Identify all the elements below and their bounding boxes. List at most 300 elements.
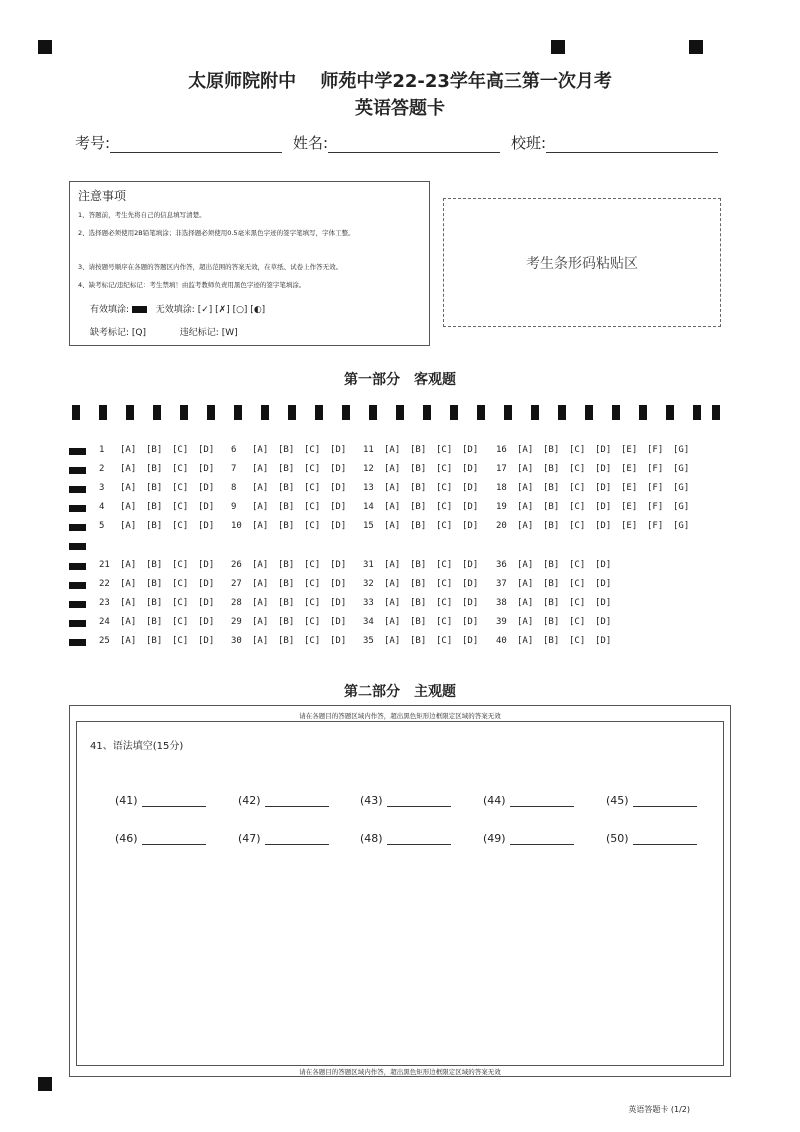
answer-option-bubble[interactable]: [A] xyxy=(120,617,137,627)
answer-option-bubble[interactable]: [A] xyxy=(517,636,534,646)
answer-option-bubble[interactable]: [F] xyxy=(647,464,664,474)
answer-option-bubble[interactable]: [A] xyxy=(517,521,534,531)
part2-title: 第二部分 主观题 xyxy=(344,684,456,700)
mark-row xyxy=(90,325,238,338)
answer-option-bubble[interactable]: [A] xyxy=(120,579,137,589)
answer-option-bubble[interactable]: [C] xyxy=(304,617,321,627)
answer-option-bubble[interactable]: [D] xyxy=(198,579,215,589)
answer-option-bubble[interactable]: [D] xyxy=(330,521,347,531)
answer-option-bubble[interactable]: [A] xyxy=(517,579,534,589)
barcode-label: 考生条形码粘贴区 xyxy=(526,255,638,272)
answer-option-bubble[interactable]: [D] xyxy=(462,483,479,493)
answer-option-bubble[interactable]: [B] xyxy=(278,560,295,570)
answer-option-bubble[interactable]: [B] xyxy=(410,617,427,627)
grammar-blank[interactable] xyxy=(606,832,697,845)
absent-label: 缺考标记: xyxy=(90,328,130,338)
question-number: 35 xyxy=(363,636,374,646)
question-number: 37 xyxy=(496,579,507,589)
answer-option-bubble[interactable]: [C] xyxy=(436,521,453,531)
exam-no-field[interactable] xyxy=(75,132,282,153)
answer-option-bubble[interactable]: [D] xyxy=(462,560,479,570)
answer-option-bubble[interactable]: [D] xyxy=(462,636,479,646)
blank-number: (46) xyxy=(115,832,138,845)
question-number: 38 xyxy=(496,598,507,608)
grammar-blank[interactable] xyxy=(483,794,574,807)
answer-option-bubble[interactable]: [C] xyxy=(304,483,321,493)
timing-mark xyxy=(450,405,458,420)
question-number: 10 xyxy=(231,521,242,531)
timing-mark xyxy=(693,405,701,420)
blank-number: (44) xyxy=(483,794,506,807)
answer-option-bubble[interactable]: [A] xyxy=(384,502,401,512)
blank-number: (50) xyxy=(606,832,629,845)
answer-option-bubble[interactable]: [G] xyxy=(673,445,690,455)
blank-line[interactable] xyxy=(142,796,206,807)
answer-option-bubble[interactable]: [A] xyxy=(120,502,137,512)
answer-option-bubble[interactable]: [D] xyxy=(462,579,479,589)
answer-option-bubble[interactable]: [C] xyxy=(569,636,586,646)
question-number: 5 xyxy=(99,521,105,531)
answer-option-bubble[interactable]: [B] xyxy=(278,445,295,455)
answer-option-bubble[interactable]: [A] xyxy=(252,579,269,589)
class-label: 校班: xyxy=(511,134,547,152)
answer-area-inner[interactable] xyxy=(76,721,724,1066)
answer-option-bubble[interactable]: [B] xyxy=(146,502,163,512)
answer-option-bubble[interactable]: [B] xyxy=(410,579,427,589)
answer-area-note-top: 请在各题目的答题区域内作答，超出黑色矩形边框限定区域的答案无效 xyxy=(299,712,501,720)
answer-option-bubble[interactable]: [B] xyxy=(146,617,163,627)
answer-option-bubble[interactable]: [B] xyxy=(410,502,427,512)
name-field[interactable] xyxy=(293,132,500,153)
answer-option-bubble[interactable]: [D] xyxy=(462,598,479,608)
answer-option-bubble[interactable]: [A] xyxy=(252,521,269,531)
question-number: 29 xyxy=(231,617,242,627)
question-number: 12 xyxy=(363,464,374,474)
answer-option-bubble[interactable]: [A] xyxy=(517,617,534,627)
answer-option-bubble[interactable]: [A] xyxy=(120,636,137,646)
question-number: 1 xyxy=(99,445,105,455)
violation-box[interactable]: [W] xyxy=(221,328,238,338)
grammar-blank[interactable] xyxy=(360,832,451,845)
fill-example-row xyxy=(90,302,265,315)
answer-option-bubble[interactable]: [E] xyxy=(621,445,638,455)
answer-option-bubble[interactable]: [E] xyxy=(621,502,638,512)
answer-option-bubble[interactable]: [D] xyxy=(330,502,347,512)
answer-option-bubble[interactable]: [C] xyxy=(436,502,453,512)
answer-option-bubble[interactable]: [D] xyxy=(198,560,215,570)
answer-option-bubble[interactable]: [C] xyxy=(172,617,189,627)
answer-option-bubble[interactable]: [G] xyxy=(673,483,690,493)
answer-option-bubble[interactable]: [B] xyxy=(278,617,295,627)
grammar-blank[interactable] xyxy=(606,794,697,807)
answer-option-bubble[interactable]: [D] xyxy=(462,521,479,531)
page-subtitle: 英语答题卡 xyxy=(355,98,445,119)
answer-option-bubble[interactable]: [B] xyxy=(543,617,560,627)
answer-option-bubble[interactable]: [D] xyxy=(595,445,612,455)
notice-item: 4、缺考标记/违纪标记：考生禁填！由监考教师负责用黑色字迹的签字笔填涂。 xyxy=(78,281,306,289)
question-number: 3 xyxy=(99,483,105,493)
answer-option-bubble[interactable]: [C] xyxy=(304,636,321,646)
answer-option-bubble[interactable]: [C] xyxy=(569,560,586,570)
question-number: 16 xyxy=(496,445,507,455)
answer-option-bubble[interactable]: [B] xyxy=(410,445,427,455)
violation-label: 违纪标记: xyxy=(179,328,219,338)
row-mark xyxy=(69,582,86,589)
answer-option-bubble[interactable]: [A] xyxy=(120,560,137,570)
answer-option-bubble[interactable]: [D] xyxy=(595,579,612,589)
answer-option-bubble[interactable]: [B] xyxy=(146,560,163,570)
answer-option-bubble[interactable]: [C] xyxy=(172,464,189,474)
question-number: 17 xyxy=(496,464,507,474)
answer-option-bubble[interactable]: [C] xyxy=(436,636,453,646)
answer-option-bubble[interactable]: [C] xyxy=(172,560,189,570)
blank-line[interactable] xyxy=(387,796,451,807)
page-title: 太原师院附中 师苑中学22-23学年高三第一次月考 xyxy=(188,71,612,92)
question-number: 24 xyxy=(99,617,110,627)
answer-option-bubble[interactable]: [C] xyxy=(172,579,189,589)
answer-option-bubble[interactable]: [D] xyxy=(330,617,347,627)
answer-option-bubble[interactable]: [C] xyxy=(172,483,189,493)
blank-line[interactable] xyxy=(633,834,697,845)
answer-option-bubble[interactable]: [D] xyxy=(330,598,347,608)
question-number: 39 xyxy=(496,617,507,627)
valid-fill-sample xyxy=(132,306,147,313)
answer-option-bubble[interactable]: [C] xyxy=(569,483,586,493)
notice-item: 2、选择题必须使用2B铅笔填涂；非选择题必须使用0.5毫米黑色字迹的签字笔填写，字体工整。 xyxy=(78,229,355,237)
blank-number: (41) xyxy=(115,794,138,807)
answer-option-bubble[interactable]: [B] xyxy=(410,560,427,570)
answer-option-bubble[interactable]: [E] xyxy=(621,521,638,531)
blank-number: (48) xyxy=(360,832,383,845)
timing-mark xyxy=(666,405,674,420)
answer-option-bubble[interactable]: [B] xyxy=(543,598,560,608)
answer-option-bubble[interactable]: [C] xyxy=(436,579,453,589)
answer-option-bubble[interactable]: [B] xyxy=(543,521,560,531)
timing-mark xyxy=(396,405,404,420)
timing-mark xyxy=(504,405,512,420)
answer-option-bubble[interactable]: [C] xyxy=(436,464,453,474)
answer-option-bubble[interactable]: [B] xyxy=(543,464,560,474)
answer-option-bubble[interactable]: [B] xyxy=(543,502,560,512)
timing-mark xyxy=(99,405,107,420)
answer-option-bubble[interactable]: [A] xyxy=(384,636,401,646)
question-number: 8 xyxy=(231,483,237,493)
answer-option-bubble[interactable]: [D] xyxy=(595,464,612,474)
timing-mark xyxy=(477,405,485,420)
answer-option-bubble[interactable]: [A] xyxy=(252,502,269,512)
answer-option-bubble[interactable]: [A] xyxy=(252,560,269,570)
question-41-label: 41、语法填空(15分) xyxy=(90,741,184,752)
page-footer: 英语答题卡 (1/2) xyxy=(628,1105,690,1114)
answer-option-bubble[interactable]: [G] xyxy=(673,464,690,474)
answer-option-bubble[interactable]: [D] xyxy=(198,445,215,455)
answer-option-bubble[interactable]: [D] xyxy=(330,483,347,493)
answer-option-bubble[interactable]: [A] xyxy=(384,521,401,531)
absent-box[interactable]: [Q] xyxy=(131,328,147,338)
exam-no-input[interactable] xyxy=(110,136,282,153)
answer-option-bubble[interactable]: [D] xyxy=(595,636,612,646)
row-mark xyxy=(69,601,86,608)
question-number: 30 xyxy=(231,636,242,646)
row-mark xyxy=(69,448,86,455)
blank-number: (45) xyxy=(606,794,629,807)
question-number: 2 xyxy=(99,464,105,474)
answer-option-bubble[interactable]: [D] xyxy=(462,502,479,512)
answer-option-bubble[interactable]: [D] xyxy=(198,483,215,493)
answer-option-bubble[interactable]: [A] xyxy=(120,445,137,455)
valid-fill-label: 有效填涂: xyxy=(90,305,130,315)
answer-option-bubble[interactable]: [C] xyxy=(172,521,189,531)
row-mark xyxy=(69,486,86,493)
question-number: 20 xyxy=(496,521,507,531)
answer-option-bubble[interactable]: [D] xyxy=(198,464,215,474)
answer-option-bubble[interactable]: [B] xyxy=(543,579,560,589)
exam-no-label: 考号: xyxy=(75,134,111,152)
question-number: 27 xyxy=(231,579,242,589)
answer-option-bubble[interactable]: [A] xyxy=(384,617,401,627)
answer-option-bubble[interactable]: [B] xyxy=(278,579,295,589)
answer-option-bubble[interactable]: [C] xyxy=(436,560,453,570)
timing-mark xyxy=(369,405,377,420)
answer-option-bubble[interactable]: [F] xyxy=(647,521,664,531)
answer-option-bubble[interactable]: [D] xyxy=(462,464,479,474)
answer-option-bubble[interactable]: [B] xyxy=(146,483,163,493)
notice-box xyxy=(69,181,430,346)
timing-mark xyxy=(531,405,539,420)
answer-option-bubble[interactable]: [D] xyxy=(330,636,347,646)
answer-option-bubble[interactable]: [A] xyxy=(384,483,401,493)
blank-number: (47) xyxy=(238,832,261,845)
timing-mark xyxy=(72,405,80,420)
answer-option-bubble[interactable]: [B] xyxy=(410,464,427,474)
timing-mark xyxy=(288,405,296,420)
student-info-row xyxy=(75,132,725,154)
blank-line[interactable] xyxy=(265,834,329,845)
answer-option-bubble[interactable]: [D] xyxy=(198,502,215,512)
answer-option-bubble[interactable]: [D] xyxy=(595,598,612,608)
question-number: 22 xyxy=(99,579,110,589)
answer-option-bubble[interactable]: [F] xyxy=(647,445,664,455)
answer-option-bubble[interactable]: [D] xyxy=(330,579,347,589)
answer-option-bubble[interactable]: [C] xyxy=(304,521,321,531)
answer-option-bubble[interactable]: [D] xyxy=(462,445,479,455)
timing-mark xyxy=(342,405,350,420)
answer-option-bubble[interactable]: [C] xyxy=(304,560,321,570)
answer-option-bubble[interactable]: [A] xyxy=(517,483,534,493)
answer-option-bubble[interactable]: [C] xyxy=(569,521,586,531)
answer-option-bubble[interactable]: [D] xyxy=(198,636,215,646)
answer-option-bubble[interactable]: [B] xyxy=(543,483,560,493)
answer-option-bubble[interactable]: [C] xyxy=(172,502,189,512)
timing-mark xyxy=(712,405,720,420)
answer-option-bubble[interactable]: [B] xyxy=(146,636,163,646)
answer-option-bubble[interactable]: [G] xyxy=(673,502,690,512)
answer-option-bubble[interactable]: [A] xyxy=(252,598,269,608)
answer-option-bubble[interactable]: [C] xyxy=(569,598,586,608)
question-number: 28 xyxy=(231,598,242,608)
row-mark xyxy=(69,543,86,550)
answer-option-bubble[interactable]: [B] xyxy=(543,445,560,455)
answer-option-bubble[interactable]: [D] xyxy=(330,445,347,455)
answer-option-bubble[interactable]: [A] xyxy=(517,598,534,608)
answer-option-bubble[interactable]: [C] xyxy=(569,617,586,627)
timing-mark xyxy=(261,405,269,420)
answer-option-bubble[interactable]: [C] xyxy=(304,464,321,474)
row-mark xyxy=(69,467,86,474)
question-number: 25 xyxy=(99,636,110,646)
answer-option-bubble[interactable]: [C] xyxy=(569,579,586,589)
timing-mark xyxy=(639,405,647,420)
answer-option-bubble[interactable]: [F] xyxy=(647,483,664,493)
answer-option-bubble[interactable]: [C] xyxy=(172,598,189,608)
answer-option-bubble[interactable]: [C] xyxy=(569,464,586,474)
answer-option-bubble[interactable]: [A] xyxy=(384,445,401,455)
answer-option-bubble[interactable]: [A] xyxy=(120,483,137,493)
answer-option-bubble[interactable]: [D] xyxy=(595,560,612,570)
name-input[interactable] xyxy=(328,136,500,153)
answer-option-bubble[interactable]: [C] xyxy=(436,598,453,608)
alignment-marker xyxy=(551,40,565,54)
answer-option-bubble[interactable]: [B] xyxy=(410,598,427,608)
answer-option-bubble[interactable]: [B] xyxy=(146,598,163,608)
blank-line[interactable] xyxy=(265,796,329,807)
notice-item: 1、答题前，考生先将自己的信息填写清楚。 xyxy=(78,211,206,219)
question-number: 23 xyxy=(99,598,110,608)
answer-option-bubble[interactable]: [B] xyxy=(543,560,560,570)
grammar-blank[interactable] xyxy=(483,832,574,845)
timing-mark xyxy=(585,405,593,420)
timing-mark xyxy=(153,405,161,420)
answer-option-bubble[interactable]: [C] xyxy=(304,502,321,512)
answer-option-bubble[interactable]: [D] xyxy=(462,617,479,627)
name-label: 姓名: xyxy=(293,134,329,152)
class-field[interactable] xyxy=(511,132,718,153)
answer-option-bubble[interactable]: [B] xyxy=(146,445,163,455)
answer-option-bubble[interactable]: [C] xyxy=(172,636,189,646)
answer-option-bubble[interactable]: [C] xyxy=(569,445,586,455)
answer-option-bubble[interactable]: [A] xyxy=(252,445,269,455)
blank-line[interactable] xyxy=(387,834,451,845)
answer-option-bubble[interactable]: [D] xyxy=(330,560,347,570)
blank-line[interactable] xyxy=(510,796,574,807)
question-number: 31 xyxy=(363,560,374,570)
timing-mark xyxy=(315,405,323,420)
answer-option-bubble[interactable]: [A] xyxy=(252,464,269,474)
timing-mark xyxy=(612,405,620,420)
answer-area-note-bottom: 请在各题目的答题区域内作答，超出黑色矩形边框限定区域的答案无效 xyxy=(299,1068,501,1076)
answer-option-bubble[interactable]: [C] xyxy=(304,579,321,589)
answer-option-bubble[interactable]: [G] xyxy=(673,521,690,531)
answer-option-bubble[interactable]: [A] xyxy=(384,560,401,570)
answer-option-bubble[interactable]: [A] xyxy=(384,464,401,474)
answer-option-bubble[interactable]: [D] xyxy=(198,617,215,627)
question-number: 15 xyxy=(363,521,374,531)
row-mark xyxy=(69,524,86,531)
grammar-blank[interactable] xyxy=(238,832,329,845)
answer-option-bubble[interactable]: [E] xyxy=(621,483,638,493)
invalid-fill-label: 无效填涂: xyxy=(155,305,195,315)
barcode-paste-area xyxy=(443,198,721,327)
question-number: 4 xyxy=(99,502,105,512)
answer-option-bubble[interactable]: [B] xyxy=(410,636,427,646)
answer-option-bubble[interactable]: [E] xyxy=(621,464,638,474)
alignment-marker xyxy=(689,40,703,54)
answer-option-bubble[interactable]: [C] xyxy=(436,617,453,627)
answer-option-bubble[interactable]: [F] xyxy=(647,502,664,512)
blank-line[interactable] xyxy=(510,834,574,845)
answer-option-bubble[interactable]: [A] xyxy=(517,560,534,570)
question-number: 34 xyxy=(363,617,374,627)
answer-option-bubble[interactable]: [C] xyxy=(436,445,453,455)
question-number: 40 xyxy=(496,636,507,646)
answer-option-bubble[interactable]: [D] xyxy=(595,483,612,493)
answer-option-bubble[interactable]: [B] xyxy=(278,521,295,531)
answer-option-bubble[interactable]: [B] xyxy=(410,521,427,531)
blank-line[interactable] xyxy=(142,834,206,845)
grammar-blank[interactable] xyxy=(360,794,451,807)
answer-option-bubble[interactable]: [B] xyxy=(278,483,295,493)
class-input[interactable] xyxy=(546,136,718,153)
answer-option-bubble[interactable]: [B] xyxy=(278,464,295,474)
answer-option-bubble[interactable]: [B] xyxy=(410,483,427,493)
answer-option-bubble[interactable]: [C] xyxy=(436,483,453,493)
answer-option-bubble[interactable]: [B] xyxy=(543,636,560,646)
question-number: 36 xyxy=(496,560,507,570)
answer-option-bubble[interactable]: [C] xyxy=(172,445,189,455)
answer-option-bubble[interactable]: [A] xyxy=(120,464,137,474)
grammar-blank[interactable] xyxy=(238,794,329,807)
answer-option-bubble[interactable]: [D] xyxy=(595,617,612,627)
answer-option-bubble[interactable]: [A] xyxy=(517,502,534,512)
answer-option-bubble[interactable]: [A] xyxy=(517,464,534,474)
answer-option-bubble[interactable]: [D] xyxy=(595,502,612,512)
answer-option-bubble[interactable]: [D] xyxy=(595,521,612,531)
question-number: 32 xyxy=(363,579,374,589)
answer-option-bubble[interactable]: [C] xyxy=(304,445,321,455)
question-number: 19 xyxy=(496,502,507,512)
answer-option-bubble[interactable]: [D] xyxy=(198,521,215,531)
notice-item: 3、请按题号顺序在各题的答题区内作答，超出范围的答案无效，在草纸、试卷上作答无效。 xyxy=(78,263,343,271)
grammar-blank[interactable] xyxy=(115,794,206,807)
row-mark xyxy=(69,620,86,627)
answer-option-bubble[interactable]: [A] xyxy=(384,598,401,608)
answer-option-bubble[interactable]: [A] xyxy=(120,521,137,531)
timing-mark xyxy=(234,405,242,420)
answer-option-bubble[interactable]: [A] xyxy=(252,617,269,627)
answer-option-bubble[interactable]: [C] xyxy=(304,598,321,608)
answer-option-bubble[interactable]: [B] xyxy=(278,598,295,608)
answer-option-bubble[interactable]: [A] xyxy=(120,598,137,608)
blank-line[interactable] xyxy=(633,796,697,807)
answer-option-bubble[interactable]: [D] xyxy=(330,464,347,474)
answer-option-bubble[interactable]: [C] xyxy=(569,502,586,512)
answer-option-bubble[interactable]: [B] xyxy=(146,464,163,474)
answer-option-bubble[interactable]: [B] xyxy=(146,579,163,589)
answer-option-bubble[interactable]: [D] xyxy=(198,598,215,608)
question-number: 13 xyxy=(363,483,374,493)
answer-option-bubble[interactable]: [B] xyxy=(146,521,163,531)
answer-option-bubble[interactable]: [A] xyxy=(252,636,269,646)
grammar-blank[interactable] xyxy=(115,832,206,845)
question-number: 21 xyxy=(99,560,110,570)
answer-option-bubble[interactable]: [A] xyxy=(517,445,534,455)
answer-option-bubble[interactable]: [A] xyxy=(252,483,269,493)
blank-number: (42) xyxy=(238,794,261,807)
answer-option-bubble[interactable]: [B] xyxy=(278,502,295,512)
answer-option-bubble[interactable]: [A] xyxy=(384,579,401,589)
answer-option-bubble[interactable]: [B] xyxy=(278,636,295,646)
question-number: 9 xyxy=(231,502,237,512)
